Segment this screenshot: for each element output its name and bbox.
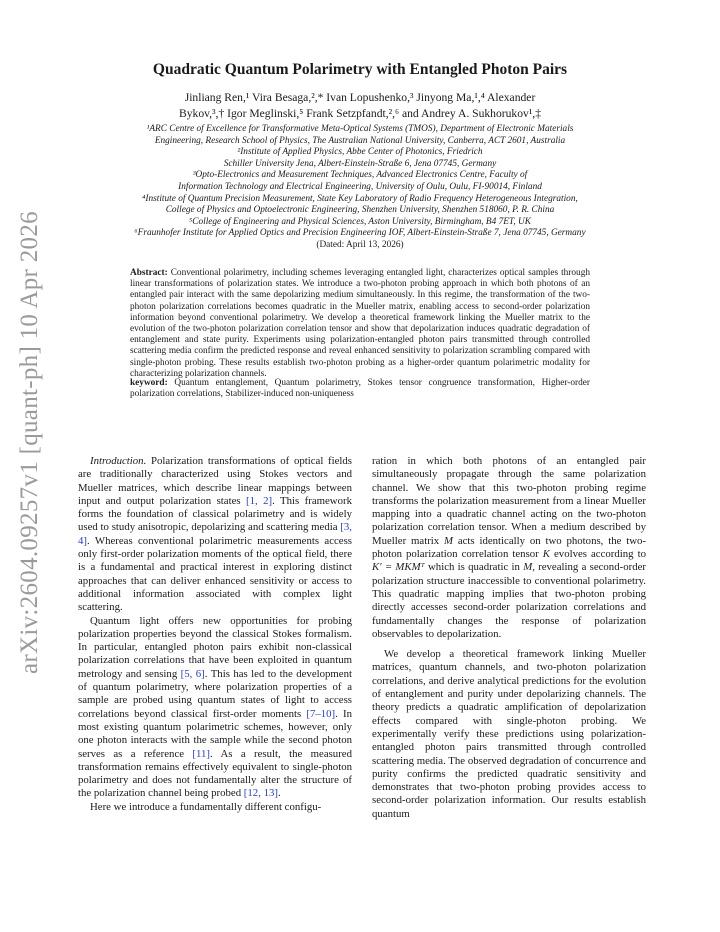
abstract-text: Conventional polarimetry, including schemes leveraging entangled light, characterizes optical samples through linear transformations of polarization states. We introduce a two-photon probing approach in which both photons of an entangled pair interact with the same depolarizing medium simultaneously. In this regime, the transformation of the two-photon polarization correlations becomes quadratic in the Mueller matrix, enabling access to second-order polarization information beyond conventional polarimetry. We develop a theoretical framework linking the Mueller matrix to the evolution of the two-photon polarization correlation tensor and show that depolarization induces quadratic degradation of entanglement and state purity. Experiments using polarization-entangled photon pairs transmitted through controlled scattering media confirm the predicted response and reveal enhanced sensitivity to polarization scrambling compared with single-photon probing. These results establish two-photon probing as a higher-order quantum polarimetric modality for characterizing polarization channels. (130, 268, 590, 379)
math-symbol: M (444, 534, 454, 547)
paper-title: Quadratic Quantum Polarimetry with Entangled Photon Pairs (152, 61, 568, 78)
intro-paragraph-2 (78, 615, 352, 801)
dated-line: (Dated: April 13, 2026) (316, 239, 404, 250)
keywords (130, 378, 590, 400)
text-run: . (277, 787, 281, 800)
citation-link[interactable]: [7–10] (306, 707, 336, 720)
intro-paragraph-3-cont (372, 455, 646, 641)
text-run: acts identically on two photons, the two-photon polarization correlation tensor (372, 534, 646, 561)
abstract (130, 268, 590, 380)
left-column (78, 455, 352, 814)
section-lead: Introduction. (90, 455, 147, 467)
affiliation-line: ⁴Institute of Quantum Precision Measurement, State Key Laboratory of Radio Frequency Heterogeneous Integration, (142, 193, 578, 204)
text-run: ration in which both photons of an entangled pair simultaneously propagate through the same polarization channel. We show that this two-photon probing regime transforms the polarization measurement from a linear Mueller mapping into a quadratic channel acting on the two-photon polarization correlation tensor. When a medium described by Mueller matrix (372, 455, 646, 547)
arxiv-side-stamp: arXiv:2604.09257v1 [quant-ph] 10 Apr 2026 (16, 211, 43, 674)
affiliation-line: ⁶Fraunhofer Institute for Applied Optics and Precision Engineering IOF, Albert-Einstein-Straße 7, Jena 07745, Germany (134, 228, 586, 239)
text-run: . Whereas conventional polarimetric measurements access only first-order polarization moments of the optical field, there is a fundamental and practical interest in exploring distinct approaches that can deliver enhanced sensitivity or access to additional information associated with complex light scattering. (78, 534, 352, 614)
affiliations (60, 124, 660, 252)
keyword-label: keyword: (130, 378, 168, 388)
citation-link[interactable]: [12, 13] (243, 787, 278, 800)
intro-paragraph-1 (78, 455, 352, 615)
text-run: which is quadratic in (424, 561, 524, 574)
math-symbol: M (523, 561, 533, 574)
text-run: , revealing a second-order polarization structure inaccessible to conventional polarimetry. This quadratic mapping implies that two-photon probing directly accesses second-order polarization correlations and fundamentally changes the response of polarization observables to depolarization. (372, 561, 646, 640)
text-run: . This framework forms the foundation of classical polarimetry and is widely used to study anisotropic, depolarizing and scattering media (78, 494, 352, 534)
authors-line-1: Jinliang Ren,¹ Vira Besaga,²,* Ivan Lopushenko,³ Jinyong Ma,¹,⁴ Alexander (184, 91, 536, 104)
text-run: Polarization transformations of optical fields are traditionally characterized using Stokes vectors and Mueller matrices, which describe linear mappings between input and output polarization states (78, 455, 352, 507)
affiliation-line: ⁵College of Engineering and Physical Sciences, Aston University, Birmingham, B4 7ET, UK (189, 216, 531, 227)
authors-line-2: Bykov,³,† Igor Meglinski,⁵ Frank Setzpfandt,²,⁶ and Andrey A. Sukhorukov¹,‡ (179, 106, 541, 120)
affiliation-line: Information Technology and Electrical Engineering, University of Oulu, Oulu, FI-90014, Finland (178, 181, 542, 192)
text-run: . This has led to the development of quantum polarimetry, where polarization properties of a sample are probed using quantum states of light to access correlations beyond classical first-order moments (78, 667, 352, 720)
affiliation-line: College of Physics and Optoelectronic Engineering, Shenzhen University, Shenzhen 518060, P. R. China (165, 205, 555, 216)
text-run: . As a result, the measured transformation remains effectively equivalent to single-photon polarimetry and does not fundamentally alter the structure of the polarization channel being probed (78, 747, 352, 800)
text-run: . In most existing quantum polarimetric schemes, however, only one photon interacts with the sample while the second photon serves as a reference (78, 707, 352, 760)
affiliation-line: ²Institute of Applied Physics, Abbe Center of Photonics, Friedrich (237, 147, 483, 158)
text-run: evolves according to (549, 548, 646, 561)
citation-link[interactable]: [3, 4] (78, 521, 352, 547)
citation-link[interactable]: [5, 6] (180, 667, 205, 680)
author-list (110, 90, 610, 121)
affiliation-line: Engineering, Research School of Physics, The Australian National University, Canberra, ACT 2601, Australia (154, 135, 566, 146)
affiliation-line: Schiller University Jena, Albert-Einstein-Straße 6, Jena 07745, Germany (223, 158, 497, 169)
math-equation: K′ = MKMᵀ (372, 561, 425, 574)
text-run: Quantum light offers new opportunities for probing polarization properties beyond the classical Stokes formalism. In particular, entangled photon pairs exhibit non-classical polarization correlations that have been exploited in quantum metrology and sensing (78, 614, 352, 680)
right-column (372, 455, 646, 821)
keyword-text: Quantum entanglement, Quantum polarimetry, Stokes tensor congruence transformation, Higher-order polarization correlations, Stabilizer-induced non-uniqueness (130, 378, 591, 400)
intro-paragraph-4: We develop a theoretical framework linking Mueller matrices, quantum channels, and two-photon polarization correlations, and derive analytical predictions for the evolution of entanglement and purity under depolarizing channels. The theory predicts a quadratic amplification of depolarization effects compared with single-photon probing. We experimentally verify these predictions using polarization-entangled photon pairs transmitted through controlled scattering media. The observed degradation of concurrence and purity confirms the predicted quadratic sensitivity and demonstrates that two-photon probing provides access to second-order polarization information. Our results establish quantum (372, 648, 646, 820)
affiliation-line: ¹ARC Centre of Excellence for Transformative Meta-Optical Systems (TMOS), Department of Electronic Materials (146, 124, 574, 134)
abstract-label: Abstract: (130, 268, 168, 278)
math-symbol: K (542, 548, 550, 561)
affiliation-line: ³Opto-Electronics and Measurement Techniques, Advanced Electronics Centre, Faculty of (192, 170, 528, 181)
citation-link[interactable]: [11] (192, 747, 210, 760)
citation-link[interactable]: [1, 2] (246, 494, 273, 507)
intro-paragraph-3: Here we introduce a fundamentally different configu- (90, 800, 322, 813)
